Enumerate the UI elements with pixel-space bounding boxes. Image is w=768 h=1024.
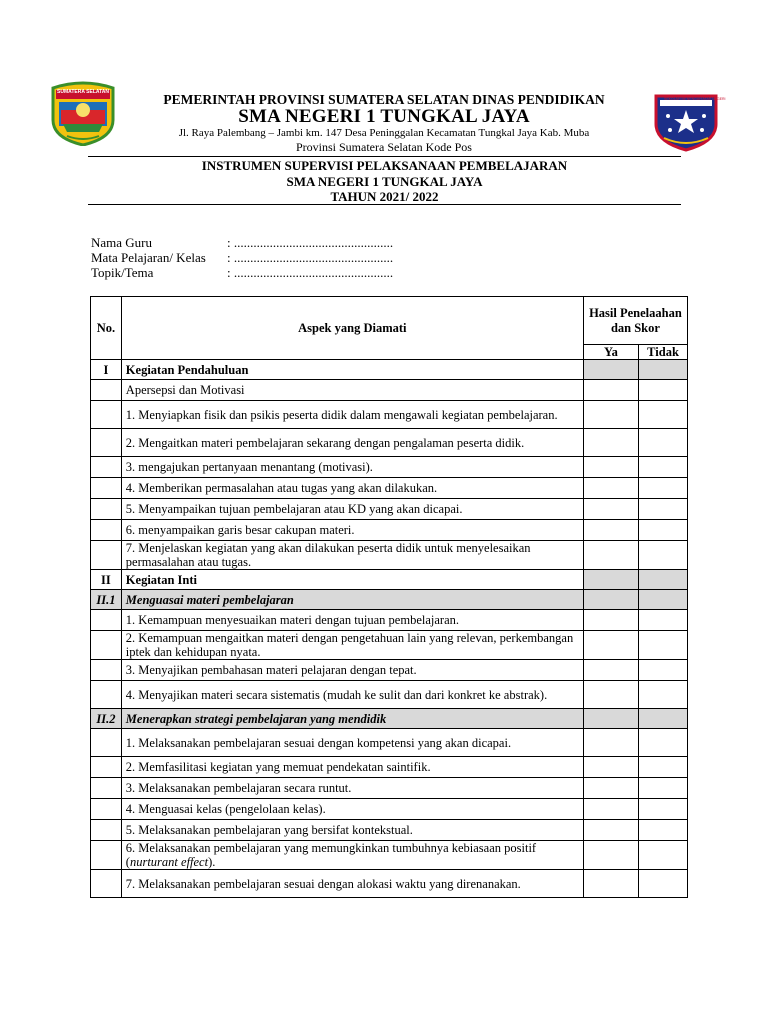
info-value[interactable]: : ................................................. bbox=[227, 235, 394, 250]
row-number bbox=[91, 870, 122, 898]
checkbox-ya[interactable] bbox=[583, 631, 638, 660]
checkbox-tidak[interactable] bbox=[639, 541, 688, 570]
document-subtitle-school: SMA NEGERI 1 TUNGKAL JAYA bbox=[286, 174, 483, 189]
checkbox-ya[interactable] bbox=[583, 729, 638, 757]
row-aspect-text: 3. Melaksanakan pembelajaran secara runtut. bbox=[121, 778, 583, 799]
row-number bbox=[91, 631, 122, 660]
header-divider-top bbox=[88, 156, 681, 157]
row-aspect-italic: nurturant effect bbox=[129, 855, 209, 869]
logo-left-text: SUMATERA SELATAN bbox=[57, 89, 110, 95]
checkbox-ya[interactable] bbox=[583, 709, 638, 729]
row-aspect-text: 1. Melaksanakan pembelajaran sesuai dengan kompetensi yang akan dicapai. bbox=[121, 729, 583, 757]
checkbox-ya[interactable] bbox=[583, 478, 638, 499]
row-aspect-text: 1. Kemampuan menyesuaikan materi dengan tujuan pembelajaran. bbox=[121, 610, 583, 631]
row-number bbox=[91, 401, 122, 429]
checkbox-ya[interactable] bbox=[583, 499, 638, 520]
table-row bbox=[91, 631, 688, 660]
row-aspect-text: 7. Melaksanakan pembelajaran sesuai dengan alokasi waktu yang direnanakan. bbox=[121, 870, 583, 898]
row-number bbox=[91, 520, 122, 541]
info-value[interactable]: : ................................................. bbox=[227, 250, 394, 265]
checkbox-ya[interactable] bbox=[583, 870, 638, 898]
row-aspect-text: 3. Menyajikan pembahasan materi pelajaran dengan tepat. bbox=[121, 660, 583, 681]
checkbox-tidak[interactable] bbox=[639, 380, 688, 401]
row-number bbox=[91, 478, 122, 499]
column-header-ya: Ya bbox=[583, 345, 638, 360]
table-row bbox=[91, 729, 688, 757]
row-number bbox=[91, 499, 122, 520]
table-row bbox=[91, 520, 688, 541]
checkbox-tidak[interactable] bbox=[639, 729, 688, 757]
checkbox-ya[interactable] bbox=[583, 841, 638, 870]
row-aspect-text: Kegiatan Pendahuluan bbox=[121, 360, 583, 380]
checkbox-ya[interactable] bbox=[583, 570, 638, 590]
column-header-no: No. bbox=[91, 297, 122, 360]
section-row bbox=[91, 360, 688, 380]
checkbox-tidak[interactable] bbox=[639, 778, 688, 799]
table-row bbox=[91, 610, 688, 631]
info-value[interactable]: : ................................................. bbox=[227, 265, 394, 280]
supervision-table bbox=[90, 296, 688, 898]
school-name: SMA NEGERI 1 TUNGKAL JAYA bbox=[238, 106, 530, 127]
table-row bbox=[91, 870, 688, 898]
checkbox-tidak[interactable] bbox=[639, 360, 688, 380]
checkbox-ya[interactable] bbox=[583, 820, 638, 841]
row-number: II.2 bbox=[91, 709, 122, 729]
table-row bbox=[91, 401, 688, 429]
row-aspect-text: Menerapkan strategi pembelajaran yang mendidik bbox=[121, 709, 583, 729]
checkbox-tidak[interactable] bbox=[639, 870, 688, 898]
row-number bbox=[91, 757, 122, 778]
checkbox-tidak[interactable] bbox=[639, 757, 688, 778]
row-number bbox=[91, 610, 122, 631]
row-number: I bbox=[91, 360, 122, 380]
row-aspect-text: 7. Menjelaskan kegiatan yang akan dilakukan peserta didik untuk menyelesaikan permasalahan atau tugas. bbox=[121, 541, 583, 570]
row-number bbox=[91, 429, 122, 457]
table-row bbox=[91, 841, 688, 870]
row-number bbox=[91, 778, 122, 799]
checkbox-tidak[interactable] bbox=[639, 660, 688, 681]
government-heading: PEMERINTAH PROVINSI SUMATERA SELATAN DINAS PENDIDIKAN bbox=[163, 92, 605, 107]
row-number bbox=[91, 541, 122, 570]
row-number bbox=[91, 799, 122, 820]
row-aspect-text: 5. Menyampaikan tujuan pembelajaran atau KD yang akan dicapai. bbox=[121, 499, 583, 520]
checkbox-ya[interactable] bbox=[583, 681, 638, 709]
header-divider-bottom bbox=[88, 204, 681, 205]
checkbox-ya[interactable] bbox=[583, 590, 638, 610]
checkbox-ya[interactable] bbox=[583, 380, 638, 401]
row-aspect-text: 1. Menyiapkan fisik dan psikis peserta didik dalam mengawali kegiatan pembelajaran. bbox=[121, 401, 583, 429]
checkbox-tidak[interactable] bbox=[639, 499, 688, 520]
checkbox-tidak[interactable] bbox=[639, 429, 688, 457]
checkbox-tidak[interactable] bbox=[639, 520, 688, 541]
table-row bbox=[91, 429, 688, 457]
checkbox-ya[interactable] bbox=[583, 429, 638, 457]
checkbox-ya[interactable] bbox=[583, 610, 638, 631]
table-row bbox=[91, 778, 688, 799]
checkbox-ya[interactable] bbox=[583, 457, 638, 478]
checkbox-ya[interactable] bbox=[583, 520, 638, 541]
table-row bbox=[91, 681, 688, 709]
section-row bbox=[91, 570, 688, 590]
subsection-row bbox=[91, 709, 688, 729]
logo-right-text: SEKOLAH MENENGAH ATAS NEGERI bbox=[664, 97, 726, 101]
checkbox-tidak[interactable] bbox=[639, 570, 688, 590]
column-header-hasil: Hasil Penelaahan dan Skor bbox=[583, 297, 687, 345]
row-number bbox=[91, 380, 122, 401]
checkbox-ya[interactable] bbox=[583, 541, 638, 570]
info-label: Nama Guru bbox=[91, 235, 153, 250]
subsection-row bbox=[91, 590, 688, 610]
row-number bbox=[91, 729, 122, 757]
table-row bbox=[91, 541, 688, 570]
row-aspect-text: 2. Mengaitkan materi pembelajaran sekarang dengan pengalaman peserta didik. bbox=[121, 429, 583, 457]
table-row bbox=[91, 380, 688, 401]
checkbox-tidak[interactable] bbox=[639, 478, 688, 499]
row-aspect-text: 2. Kemampuan mengaitkan materi dengan pengetahuan lain yang relevan, perkembangan iptek dan kehidupan nyata. bbox=[121, 631, 583, 660]
checkbox-tidak[interactable] bbox=[639, 681, 688, 709]
row-aspect-text: Kegiatan Inti bbox=[121, 570, 583, 590]
checkbox-ya[interactable] bbox=[583, 401, 638, 429]
row-number bbox=[91, 820, 122, 841]
table-row bbox=[91, 457, 688, 478]
column-header-aspek: Aspek yang Diamati bbox=[121, 297, 583, 360]
table-body bbox=[91, 360, 688, 898]
checkbox-tidak[interactable] bbox=[639, 799, 688, 820]
info-label: Topik/Tema bbox=[91, 265, 154, 280]
row-aspect-text: 4. Menguasai kelas (pengelolaan kelas). bbox=[121, 799, 583, 820]
table-row bbox=[91, 757, 688, 778]
row-aspect-text: Menguasai materi pembelajaran bbox=[121, 590, 583, 610]
row-number bbox=[91, 660, 122, 681]
row-aspect-text: 2. Memfasilitasi kegiatan yang memuat pendekatan saintifik. bbox=[121, 757, 583, 778]
row-aspect-text: 4. Memberikan permasalahan atau tugas yang akan dilakukan. bbox=[121, 478, 583, 499]
row-number: II bbox=[91, 570, 122, 590]
checkbox-ya[interactable] bbox=[583, 660, 638, 681]
checkbox-tidak[interactable] bbox=[639, 590, 688, 610]
checkbox-tidak[interactable] bbox=[639, 820, 688, 841]
table-row bbox=[91, 660, 688, 681]
row-aspect-text: Apersepsi dan Motivasi bbox=[121, 380, 583, 401]
checkbox-ya[interactable] bbox=[583, 778, 638, 799]
row-number bbox=[91, 841, 122, 870]
table-row bbox=[91, 499, 688, 520]
info-label: Mata Pelajaran/ Kelas bbox=[91, 250, 206, 265]
row-aspect-text: 4. Menyajikan materi secara sistematis (mudah ke sulit dan dari konkret ke abstrak). bbox=[121, 681, 583, 709]
row-aspect-text: 3. mengajukan pertanyaan menantang (motivasi). bbox=[121, 457, 583, 478]
table-row bbox=[91, 799, 688, 820]
checkbox-ya[interactable] bbox=[583, 799, 638, 820]
row-number bbox=[91, 681, 122, 709]
checkbox-tidak[interactable] bbox=[639, 401, 688, 429]
row-aspect-text: 5. Melaksanakan pembelajaran yang bersifat kontekstual. bbox=[121, 820, 583, 841]
school-address-line2: Provinsi Sumatera Selatan Kode Pos bbox=[296, 140, 472, 154]
row-number: II.1 bbox=[91, 590, 122, 610]
row-aspect-suffix: ). bbox=[208, 855, 216, 869]
table-row bbox=[91, 820, 688, 841]
checkbox-tidak[interactable] bbox=[639, 457, 688, 478]
checkbox-tidak[interactable] bbox=[639, 709, 688, 729]
row-aspect-text: 6. menyampaikan garis besar cakupan materi. bbox=[121, 520, 583, 541]
checkbox-tidak[interactable] bbox=[639, 841, 688, 870]
column-header-tidak: Tidak bbox=[639, 345, 688, 360]
row-number bbox=[91, 457, 122, 478]
document-subtitle-year: TAHUN 2021/ 2022 bbox=[330, 189, 439, 204]
row-aspect-text: 6. Melaksanakan pembelajaran yang memungkinkan tumbuhnya kebiasaan positif (nurturant effect). bbox=[121, 841, 583, 870]
school-address: Jl. Raya Palembang – Jambi km. 147 Desa Peninggalan Kecamatan Tungkal Jaya Kab. Muba bbox=[178, 127, 590, 139]
checkbox-tidak[interactable] bbox=[639, 610, 688, 631]
checkbox-tidak[interactable] bbox=[639, 631, 688, 660]
checkbox-ya[interactable] bbox=[583, 757, 638, 778]
table-row bbox=[91, 478, 688, 499]
document-title: INSTRUMEN SUPERVISI PELAKSANAAN PEMBELAJARAN bbox=[201, 158, 568, 173]
checkbox-ya[interactable] bbox=[583, 360, 638, 380]
